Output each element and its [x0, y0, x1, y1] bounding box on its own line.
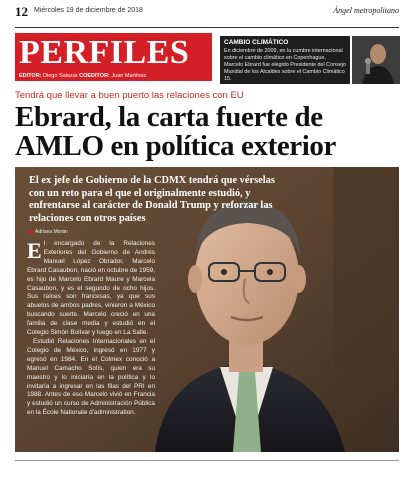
page-header — [15, 4, 399, 28]
headline-line-2: AMLO en política exterior — [15, 130, 336, 162]
page-number: 12 — [15, 4, 28, 19]
paragraph-1-text: l encargado de la Relaciones Exteriores del Gobierno de Andrés Manuel López Obrador, Marcelo Ebrard Casaubon, nació en octubre de 1959, es hijo de Marcelo Ebrard Maure y Marcela Casaubon, y es el segundo de ocho hijos. Sus raíces son francesas, ya que sus abuelos de ambos padres, vinieron a México buscando suerte. Marcelo creció en una familia de clase media y estudió en el Colegio Simón Bolívar y luego en La Salle. — [27, 240, 155, 337]
newspaper-brand: Ángel metropolitano — [333, 6, 399, 15]
byline-author: Adriana Morán — [35, 229, 68, 235]
sidebar-promo — [220, 36, 350, 84]
coeditor-label: COEDITOR: — [79, 73, 110, 79]
article-headline — [15, 103, 407, 161]
footer-divider — [15, 460, 399, 461]
promo-heading: CAMBIO CLIMÁTICO — [224, 39, 289, 46]
article-byline — [29, 229, 68, 235]
article-body — [27, 240, 155, 418]
hero-photo-panel — [15, 167, 399, 452]
speaker-photo-illustration — [352, 36, 400, 84]
byline-marker — [29, 230, 33, 234]
editor-label: EDITOR: — [19, 73, 42, 79]
article-kicker: Tendrá que llevar a buen puerto las relaciones con EU — [15, 90, 244, 101]
article-paragraph: Estudió Relaciones Internacionales en el Colegio de México, ingresó en 1977 y egresó en 1984. En el Colmex conoció a Manuel Camacho Solís, quien era su maestro y lo iniciaría en la política y lo invitaría a ingresar en las filas del PRI en 1988. Antes de eso Marcelo vivió en Francia y estudió un curso de Administración Pública en la École Nationale d'administration. — [27, 337, 155, 417]
article-deck: El ex jefe de Gobierno de la CDMX tendrá que vérselas con un reto para el que el originalmente estudió, y enfrentarse al carácter de Donald Trump y reforzar las relaciones con otros países — [29, 175, 275, 224]
coeditor-name: Juan Martínez — [111, 73, 147, 79]
promo-photo — [352, 36, 400, 84]
section-masthead — [15, 33, 212, 81]
article-paragraph — [27, 240, 155, 338]
drop-cap: E — [27, 238, 42, 263]
editor-credits — [19, 73, 146, 79]
promo-body: En diciembre de 2009, en la cumbre internacional sobre el cambio climático en Copenhague, Marcelo Ebrard fue elegido Presidente del Consejo Mundial de los Alcaldes sobre el Cambio Climático 15. — [224, 48, 346, 82]
section-title: PERFILES — [19, 34, 190, 71]
editor-name: Diego Salazar — [43, 73, 78, 79]
headline-line-1: Ebrard, la carta fuerte de — [15, 101, 323, 133]
issue-date: Miércoles 19 de diciembre de 2018 — [34, 7, 143, 14]
